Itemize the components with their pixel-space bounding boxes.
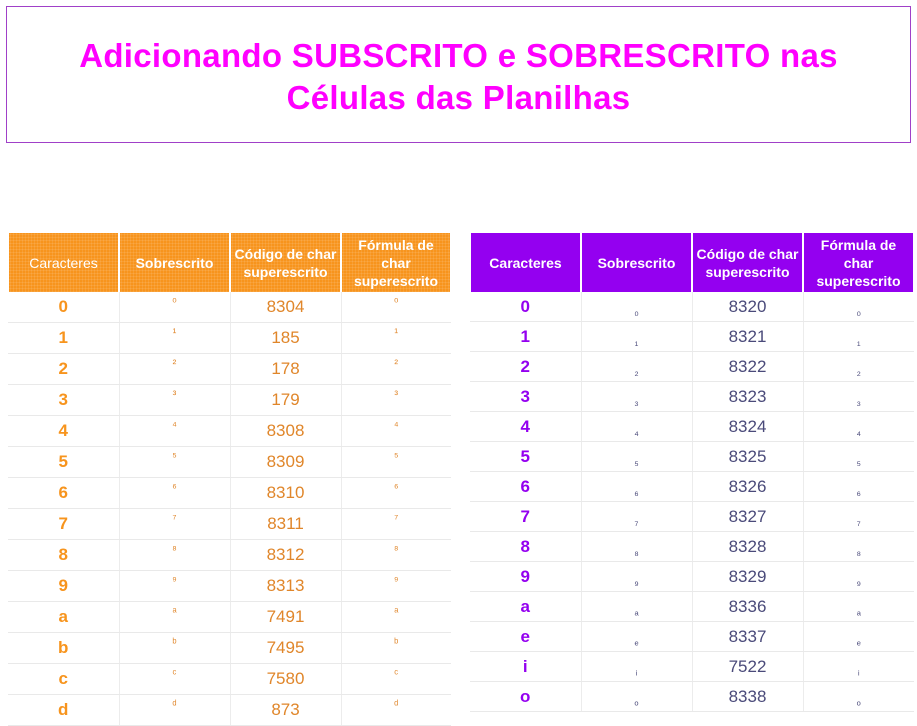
header-row: [8, 233, 451, 292]
sobrescrito-cell: ⁹: [119, 571, 230, 602]
page-title: [79, 35, 838, 119]
char-cell: o: [470, 682, 581, 712]
code-cell: 8304: [230, 292, 341, 323]
formula-cell: ₅: [803, 442, 914, 472]
table-row: [470, 412, 914, 442]
table-row: [470, 292, 914, 322]
table-row: [470, 682, 914, 712]
formula-cell: ⁸: [341, 540, 451, 571]
sobrescrito-cell: ₁: [581, 322, 692, 352]
formula-cell: ⁹: [341, 571, 451, 602]
formula-cell: ¹: [341, 323, 451, 354]
char-cell: 1: [470, 322, 581, 352]
formula-cell: ⁷: [341, 509, 451, 540]
header-formula: Fórmula de char superescrito: [341, 233, 451, 292]
formula-cell: ³: [341, 385, 451, 416]
table-row: [8, 478, 451, 509]
formula-cell: ₇: [803, 502, 914, 532]
char-cell: 5: [8, 447, 119, 478]
char-cell: 3: [470, 382, 581, 412]
table-row: [470, 502, 914, 532]
char-cell: b: [8, 633, 119, 664]
header-row: [470, 233, 914, 292]
sobrescrito-cell: ⁰: [119, 292, 230, 323]
code-cell: 8311: [230, 509, 341, 540]
code-cell: 8323: [692, 382, 803, 412]
header-sobrescrito: Sobrescrito: [119, 233, 230, 292]
char-cell: 2: [470, 352, 581, 382]
char-cell: 3: [8, 385, 119, 416]
char-cell: 4: [470, 412, 581, 442]
table-row: [8, 664, 451, 695]
code-cell: 178: [230, 354, 341, 385]
code-cell: 8338: [692, 682, 803, 712]
code-cell: 8325: [692, 442, 803, 472]
formula-cell: ₁: [803, 322, 914, 352]
code-cell: 8328: [692, 532, 803, 562]
char-cell: 6: [8, 478, 119, 509]
sobrescrito-cell: ⁴: [119, 416, 230, 447]
code-cell: 8313: [230, 571, 341, 602]
formula-cell: ⁶: [341, 478, 451, 509]
table-row: [8, 571, 451, 602]
sobrescrito-cell: ₆: [581, 472, 692, 502]
title-line-2: Células das Planilhas: [286, 78, 631, 116]
code-cell: 7522: [692, 652, 803, 682]
table-row: [470, 532, 914, 562]
formula-cell: ₆: [803, 472, 914, 502]
formula-cell: ₑ: [803, 622, 914, 652]
char-cell: 0: [470, 292, 581, 322]
table-row: [8, 633, 451, 664]
sobrescrito-cell: ⁷: [119, 509, 230, 540]
table-row: [8, 540, 451, 571]
sobrescrito-cell: ₅: [581, 442, 692, 472]
formula-cell: ⁰: [341, 292, 451, 323]
table-row: [470, 562, 914, 592]
header-sobrescrito: Sobrescrito: [581, 233, 692, 292]
char-cell: e: [470, 622, 581, 652]
sobrescrito-cell: ₄: [581, 412, 692, 442]
table-row: [470, 472, 914, 502]
sobrescrito-cell: ᵢ: [581, 652, 692, 682]
formula-cell: ₉: [803, 562, 914, 592]
char-cell: 1: [8, 323, 119, 354]
sobrescrito-cell: ₃: [581, 382, 692, 412]
code-cell: 8327: [692, 502, 803, 532]
formula-cell: ₈: [803, 532, 914, 562]
table-row: [8, 447, 451, 478]
table-row: [470, 442, 914, 472]
table-row: [8, 292, 451, 323]
superscript-table: [7, 233, 452, 726]
sobrescrito-cell: ᵈ: [119, 695, 230, 726]
header-formula: Fórmula de char superescrito: [803, 233, 914, 292]
code-cell: 8326: [692, 472, 803, 502]
table-row: [8, 509, 451, 540]
formula-cell: ₒ: [803, 682, 914, 712]
code-cell: 185: [230, 323, 341, 354]
table-row: [8, 323, 451, 354]
table-row: [470, 622, 914, 652]
code-cell: 7491: [230, 602, 341, 633]
code-cell: 8321: [692, 322, 803, 352]
subscript-table: [469, 233, 915, 712]
code-cell: 179: [230, 385, 341, 416]
char-cell: 8: [470, 532, 581, 562]
sobrescrito-cell: ⁶: [119, 478, 230, 509]
table-row: [470, 322, 914, 352]
code-cell: 8312: [230, 540, 341, 571]
char-cell: 0: [8, 292, 119, 323]
sobrescrito-cell: ᵇ: [119, 633, 230, 664]
code-cell: 8310: [230, 478, 341, 509]
char-cell: 9: [8, 571, 119, 602]
formula-cell: ᵇ: [341, 633, 451, 664]
formula-cell: ₃: [803, 382, 914, 412]
sobrescrito-cell: ¹: [119, 323, 230, 354]
formula-cell: ²: [341, 354, 451, 385]
sobrescrito-cell: ₀: [581, 292, 692, 322]
code-cell: 8329: [692, 562, 803, 592]
char-cell: a: [470, 592, 581, 622]
char-cell: a: [8, 602, 119, 633]
char-cell: 2: [8, 354, 119, 385]
char-cell: 9: [470, 562, 581, 592]
header-caracteres: Caracteres: [8, 233, 119, 292]
sobrescrito-cell: ₇: [581, 502, 692, 532]
char-cell: 7: [470, 502, 581, 532]
table-row: [470, 652, 914, 682]
formula-cell: ᶜ: [341, 664, 451, 695]
char-cell: i: [470, 652, 581, 682]
table-row: [470, 592, 914, 622]
code-cell: 873: [230, 695, 341, 726]
code-cell: 8308: [230, 416, 341, 447]
header-caracteres: Caracteres: [470, 233, 581, 292]
table-row: [8, 695, 451, 726]
table-row: [8, 385, 451, 416]
code-cell: 7495: [230, 633, 341, 664]
title-line-1: Adicionando SUBSCRITO e SOBRESCRITO nas: [79, 36, 838, 74]
sobrescrito-cell: ₐ: [581, 592, 692, 622]
code-cell: 8309: [230, 447, 341, 478]
formula-cell: ᵈ: [341, 695, 451, 726]
formula-cell: ₀: [803, 292, 914, 322]
sobrescrito-cell: ₒ: [581, 682, 692, 712]
title-banner: [6, 6, 911, 143]
code-cell: 8337: [692, 622, 803, 652]
sobrescrito-cell: ₑ: [581, 622, 692, 652]
formula-cell: ᵃ: [341, 602, 451, 633]
char-cell: 7: [8, 509, 119, 540]
formula-cell: ₂: [803, 352, 914, 382]
sobrescrito-cell: ᵃ: [119, 602, 230, 633]
char-cell: d: [8, 695, 119, 726]
sobrescrito-cell: ⁸: [119, 540, 230, 571]
header-codigo: Código de char superescrito: [230, 233, 341, 292]
formula-cell: ₄: [803, 412, 914, 442]
char-cell: 8: [8, 540, 119, 571]
sobrescrito-cell: ⁵: [119, 447, 230, 478]
char-cell: 6: [470, 472, 581, 502]
char-cell: 5: [470, 442, 581, 472]
code-cell: 8322: [692, 352, 803, 382]
formula-cell: ₐ: [803, 592, 914, 622]
sobrescrito-cell: ₈: [581, 532, 692, 562]
code-cell: 8324: [692, 412, 803, 442]
formula-cell: ⁵: [341, 447, 451, 478]
sobrescrito-cell: ₂: [581, 352, 692, 382]
table-row: [8, 602, 451, 633]
code-cell: 8336: [692, 592, 803, 622]
header-codigo: Código de char superescrito: [692, 233, 803, 292]
table-row: [8, 416, 451, 447]
table-row: [8, 354, 451, 385]
formula-cell: ᵢ: [803, 652, 914, 682]
code-cell: 7580: [230, 664, 341, 695]
char-cell: c: [8, 664, 119, 695]
table-row: [470, 352, 914, 382]
sobrescrito-cell: ³: [119, 385, 230, 416]
sobrescrito-cell: ᶜ: [119, 664, 230, 695]
sobrescrito-cell: ₉: [581, 562, 692, 592]
table-row: [470, 382, 914, 412]
sobrescrito-cell: ²: [119, 354, 230, 385]
formula-cell: ⁴: [341, 416, 451, 447]
code-cell: 8320: [692, 292, 803, 322]
char-cell: 4: [8, 416, 119, 447]
